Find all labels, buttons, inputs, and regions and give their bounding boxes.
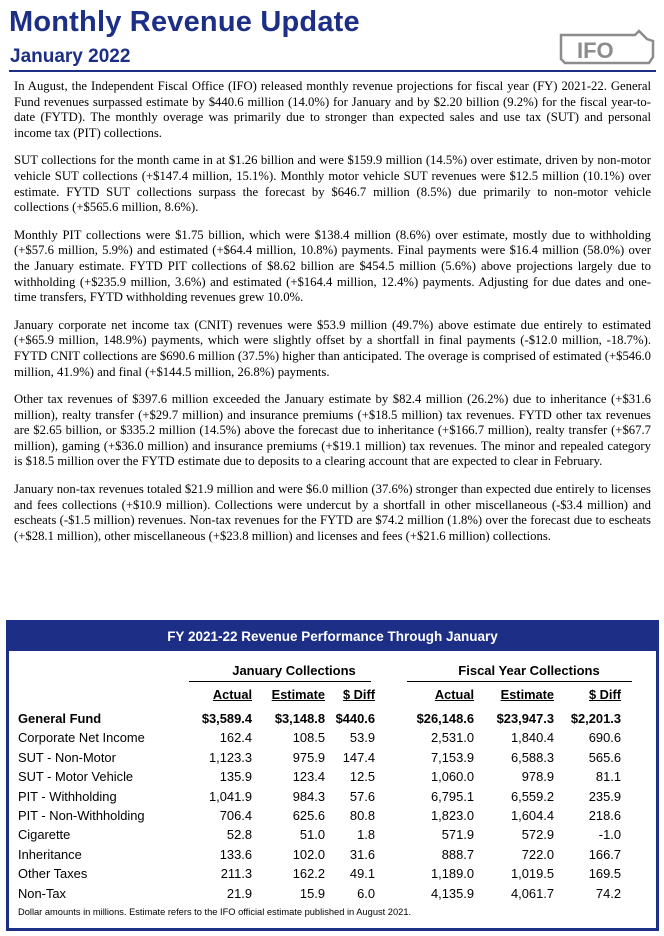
report-header [9, 6, 655, 66]
table-cell: 53.9 [349, 730, 375, 746]
table-cell: 166.7 [588, 846, 621, 862]
table-cell: 571.9 [441, 827, 474, 843]
table-cell: 1,060.0 [430, 769, 474, 785]
row-label: Inheritance [18, 846, 82, 862]
col-header-fy-actual: Actual [434, 687, 474, 702]
table-cell: 211.3 [220, 866, 252, 882]
table-cell: 21.9 [226, 885, 252, 901]
table-cell: 123.4 [292, 769, 325, 785]
col-header-jan-estimate: Estimate [271, 687, 325, 702]
table-footnote: Dollar amounts in millions. Estimate refers to the IFO official estimate published in August 2021. [18, 907, 412, 917]
col-header-fy-diff: $ Diff [589, 687, 621, 702]
page-subtitle: January 2022 [10, 46, 131, 67]
paragraph-overview: In August, the Independent Fiscal Office (IFO) released monthly revenue projections for fiscal year (FY) 2021-22. General Fund revenues surpassed estimate by $440.6 million (14.0%) for January and by $2.20 billion (9.2%) for the fiscal year-to-date (FYTD). The monthly overage was primarily due to stronger than expected sales and use tax (SUT) and personal income tax (PIT) collections. [14, 79, 651, 140]
group-underline-fiscal-year [407, 681, 632, 682]
table-cell: 147.4 [342, 749, 375, 765]
table-cell: 690.6 [588, 730, 621, 746]
table-cell: 978.9 [521, 769, 554, 785]
table-row [18, 709, 648, 728]
table-cell: 4,061.7 [510, 885, 554, 901]
paragraph-pit: Monthly PIT collections were $1.75 billion, which were $138.4 million (8.6%) over estimate, mostly due to withholding (+$57.6 million, 5.9%) and estimated (+$64.4 million, 10.8%) payments. Final payments were $16.4 million (58.0%) over the January estimate. FYTD PIT collections of $8.62 billion are $454.5 million (5.6%) above projections largely due to withholding (+$235.9 million, 3.6%) and estimated (+$164.4 million, 12.4%) payments. Adjusting for due dates and one-time transfers, FYTD withholding revenues grew 10.0%. [14, 227, 651, 305]
table-cell: 1,823.0 [430, 807, 474, 823]
paragraph-sut: SUT collections for the month came in at $1.26 billion and were $159.9 million (14.5%) over estimate, driven by non-motor vehicle SUT collections (+$147.4 million, 15.1%). Monthly motor vehicle SUT revenues were $12.5 million (10.1%) over estimate. FYTD SUT collections surpass the forecast by $646.7 million (8.5%) due primarily to non-motor vehicle collections (+$565.6 million, 8.6%). [14, 153, 651, 215]
table-cell: $440.6 [335, 711, 375, 726]
report-body [14, 79, 651, 556]
logo-text: IFO [577, 38, 614, 63]
table-row [18, 728, 648, 747]
table-cell: 1.8 [357, 827, 375, 843]
table-cell: 6,795.1 [430, 788, 474, 804]
table-cell: 15.9 [299, 885, 325, 901]
ifo-logo [557, 27, 657, 69]
table-cell: 1,604.4 [510, 807, 554, 823]
table-row [18, 884, 648, 903]
table-cell: -1.0 [598, 827, 621, 843]
col-header-fy-estimate: Estimate [500, 687, 554, 702]
table-title: FY 2021-22 Revenue Performance Through January [9, 623, 656, 651]
table-cell: $26,148.6 [416, 711, 474, 726]
row-label: SUT - Non-Motor [18, 749, 116, 765]
table-cell: 4,135.9 [430, 885, 474, 901]
row-label: Corporate Net Income [18, 730, 145, 746]
page-title: Monthly Revenue Update [9, 6, 360, 38]
table-cell: 6,588.3 [510, 749, 554, 765]
table-row [18, 787, 648, 806]
table-row [18, 767, 648, 786]
table-cell: 6.0 [357, 885, 375, 901]
paragraph-non-tax: January non-tax revenues totaled $21.9 million and were $6.0 million (37.6%) stronger than expected due entirely to licenses and fees collections (+$10.9 million). Collections were undercut by a shortfall in other miscellaneous (-$3.4 million) and escheats (-$1.5 million) revenues. Non-tax revenues for the FYTD are $74.2 million (1.8%) over the forecast due to escheats (+$28.1 million), other miscellaneous (+$23.8 million) and licenses and fees (+$21.6 million) collections. [14, 482, 651, 543]
table-cell: 108.5 [292, 730, 325, 746]
table-cell: 162.2 [292, 866, 325, 882]
table-cell: 80.8 [349, 807, 375, 823]
table-cell: 162.4 [219, 730, 252, 746]
table-cell: 1,019.5 [510, 866, 554, 882]
table-cell: $2,201.3 [570, 711, 621, 726]
table-cell: $3,589.4 [201, 711, 252, 726]
group-label-fiscal-year: Fiscal Year Collections [458, 663, 600, 678]
table-cell: 52.8 [226, 827, 252, 843]
row-label: Non-Tax [18, 885, 66, 901]
table-cell: 706.4 [219, 807, 252, 823]
table-cell: 6,559.2 [510, 788, 554, 804]
table-cell: 218.6 [588, 807, 621, 823]
table-cell: 57.6 [349, 788, 375, 804]
table-cell: 31.6 [349, 846, 375, 862]
table-cell: 7,153.9 [430, 749, 474, 765]
table-cell: 49.1 [349, 866, 375, 882]
row-label: PIT - Withholding [18, 788, 117, 804]
group-underline-january [189, 681, 371, 682]
table-row [18, 806, 648, 825]
table-cell: 984.3 [292, 788, 325, 804]
table-cell: 975.9 [292, 749, 325, 765]
table-cell: 81.1 [595, 769, 621, 785]
table-cell: 1,123.3 [208, 749, 252, 765]
revenue-table [6, 620, 659, 931]
row-label: Other Taxes [18, 866, 88, 882]
row-label: PIT - Non-Withholding [18, 807, 145, 823]
table-cell: $23,947.3 [496, 711, 554, 726]
header-divider [9, 70, 656, 72]
group-label-january: January Collections [232, 663, 356, 678]
table-row [18, 748, 648, 767]
paragraph-other-tax: Other tax revenues of $397.6 million exceeded the January estimate by $82.4 million (26.2%) due to inheritance (+$31.6 million), realty transfer (+$29.7 million) and insurance premiums (+$18.5 million) tax revenues. FYTD other tax revenues are $2.65 billion, or $335.2 million (14.5%) above the forecast due to inheritance (+$166.7 million), realty transfer (+$67.7 million), gaming (+$36.0 million) and insurance premiums (+$19.1 million) tax revenues. The minor and repealed category is $18.5 million over the FYTD estimate due to deposits to a clearing account that are expected to clear in February. [14, 392, 651, 469]
table-row [18, 864, 648, 883]
table-cell: 102.0 [292, 846, 325, 862]
table-cell: 722.0 [521, 846, 554, 862]
table-cell: 133.6 [219, 846, 252, 862]
table-cell: 1,189.0 [430, 866, 474, 882]
row-label: SUT - Motor Vehicle [18, 769, 134, 785]
table-cell: 51.0 [299, 827, 325, 843]
table-body [18, 709, 648, 903]
table-cell: 74.2 [595, 885, 621, 901]
table-cell: 1,840.4 [510, 730, 554, 746]
table-cell: 565.6 [588, 749, 621, 765]
row-label: Cigarette [18, 827, 71, 843]
table-cell: 169.5 [588, 866, 621, 882]
table-cell: 888.7 [441, 846, 474, 862]
table-cell: 12.5 [349, 769, 375, 785]
table-row [18, 845, 648, 864]
table-cell: 625.6 [292, 807, 325, 823]
table-row [18, 825, 648, 844]
table-cell: 235.9 [588, 788, 621, 804]
table-cell: 2,531.0 [430, 730, 474, 746]
table-cell: 135.9 [219, 769, 252, 785]
col-header-jan-diff: $ Diff [343, 687, 375, 702]
table-cell: 1,041.9 [208, 788, 252, 804]
paragraph-cnit: January corporate net income tax (CNIT) revenues were $53.9 million (49.7%) above estimate due entirely to estimated (+$65.9 million, 148.9%) payments, which were slightly offset by a shortfall in final payments (-$12.0 million, -18.7%). FYTD CNIT collections are $690.6 million (37.5%) higher than anticipated. The overage is comprised of estimated (+$546.0 million, 41.9%) and final (+$144.5 million, 26.8%) payments. [14, 317, 651, 379]
table-cell: $3,148.8 [274, 711, 325, 726]
table-cell: 572.9 [521, 827, 554, 843]
col-header-jan-actual: Actual [212, 687, 252, 702]
row-label: General Fund [18, 711, 102, 726]
